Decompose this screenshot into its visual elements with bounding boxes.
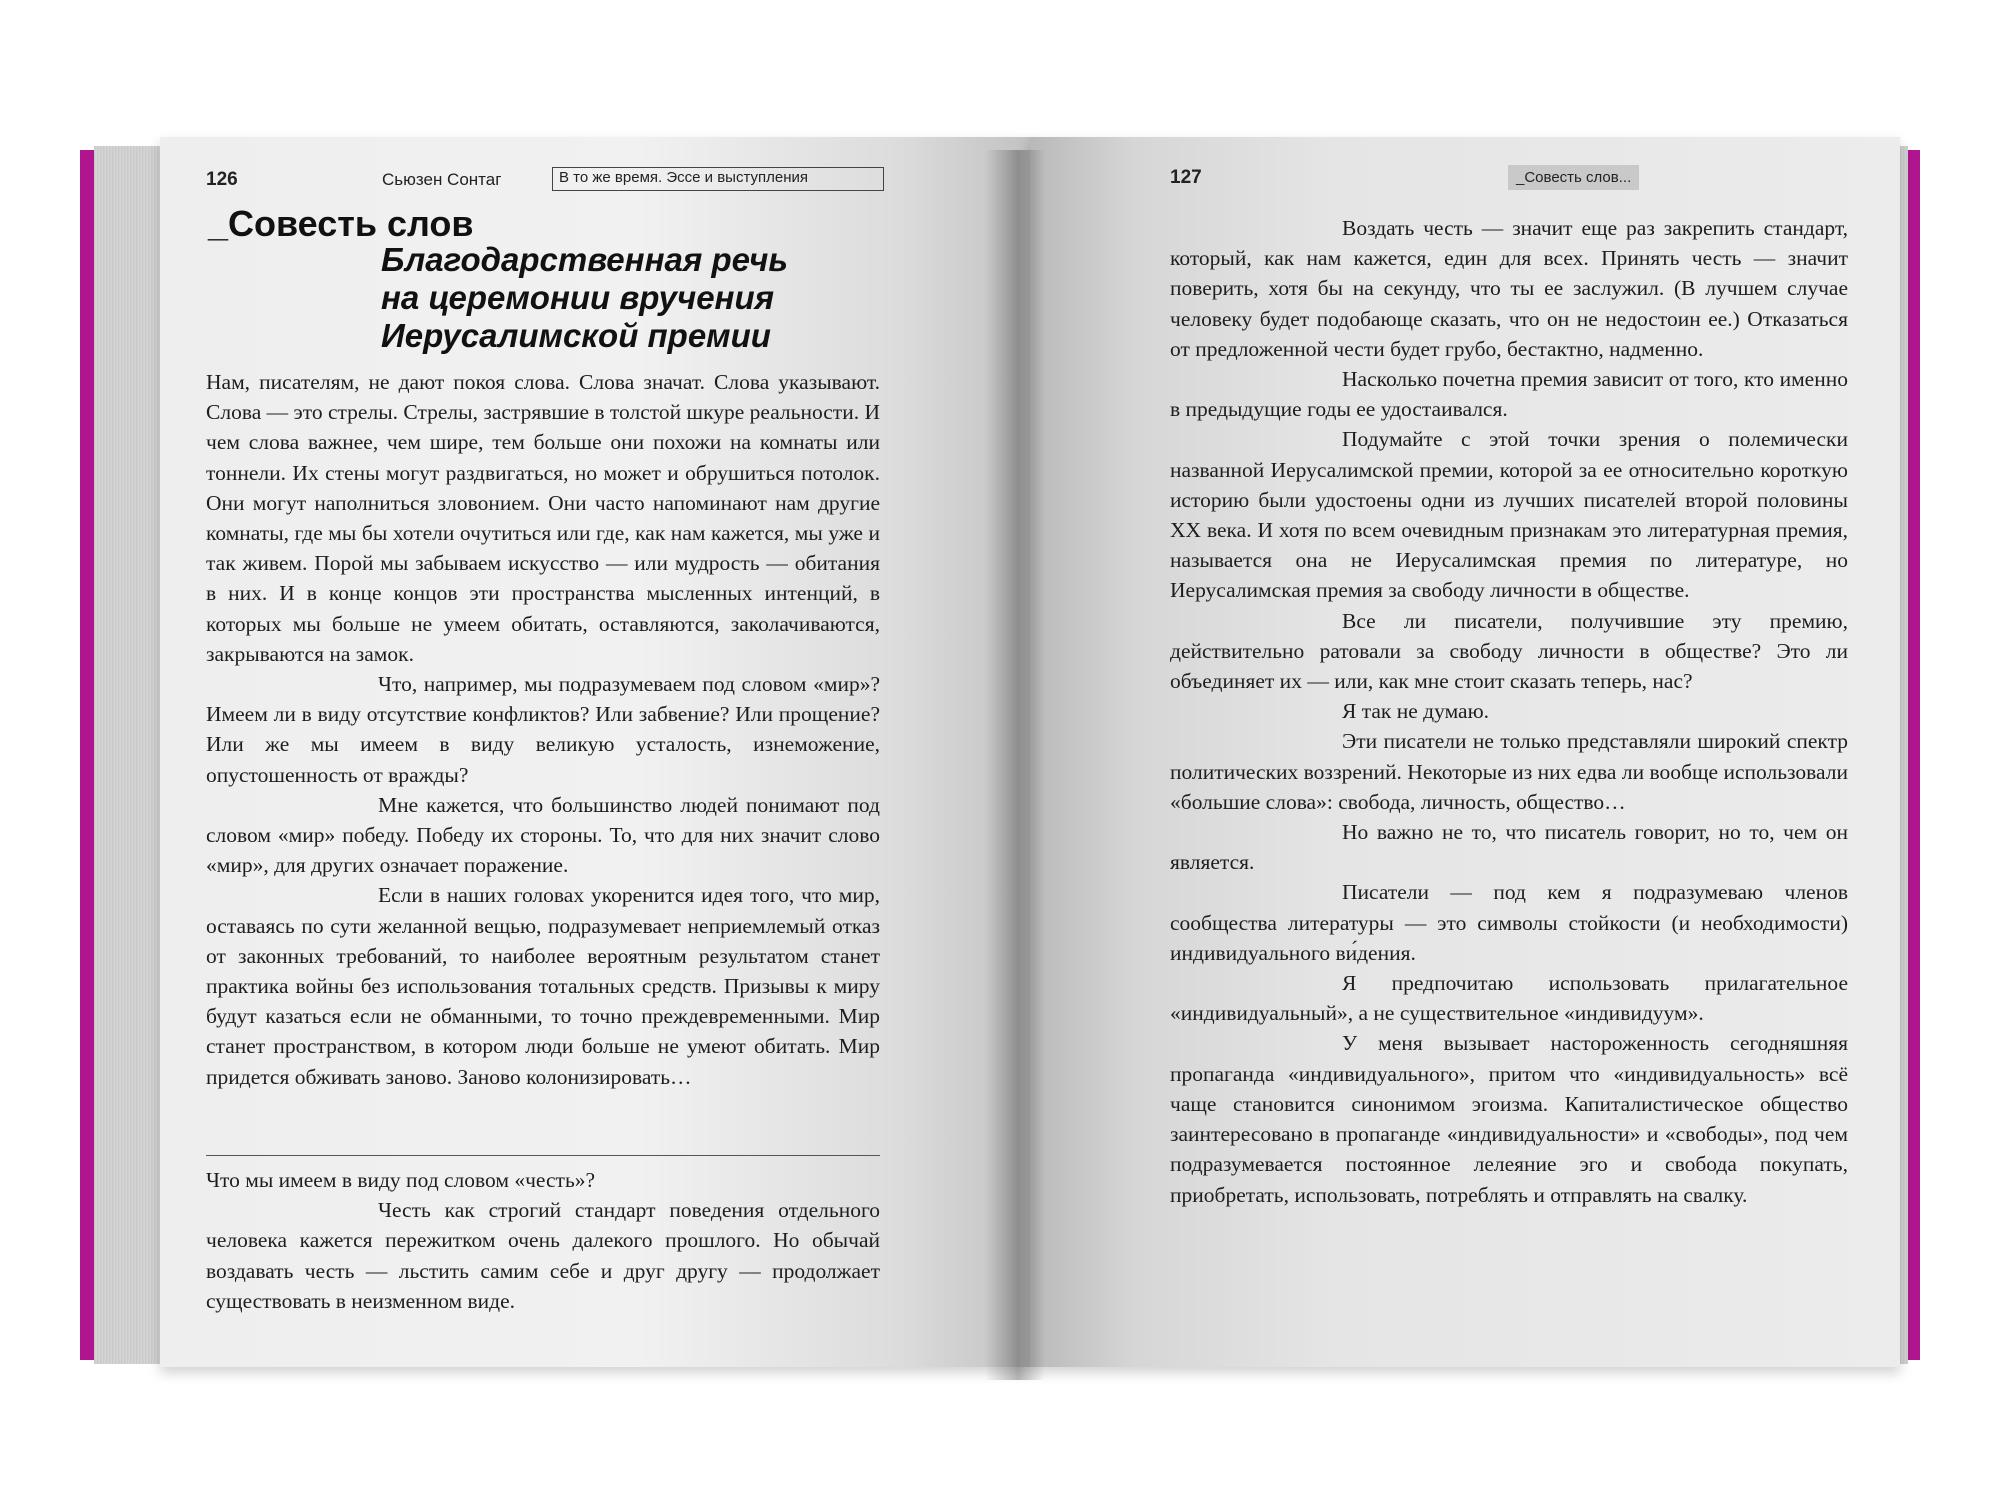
paragraph: Я так не думаю. [1342,699,1490,724]
paragraph: Воздать честь — значит еще раз закрепить стандарт, который, как нам кажется, един для всех. Принять честь — значит поверить, хотя бы на секунду, что ты ее заслужил. (В лучшем случае человеку будет подобающе сказать, что он не недостоин ее.) Отказаться от предложенной чести будет грубо, бестактно, надменно. [1170,216,1848,361]
subtitle-line: Благодарственная речь [381,241,789,278]
spine-shadow [985,150,1045,1380]
right-page [1030,137,1900,1367]
paragraph: У меня вызывает настороженность сегодняшняя пропаганда «индивидуального», притом что «индивидуальность» всё чаще становится синонимом эгоизма. Капиталистическое общество заинтересовано в пропаганде «индивидуальности» и «свободы», под чем подразумевается постоянное лелеяние эго и свобода покупать, приобретать, использовать, потреблять и отправлять на свалку. [1170,1031,1848,1207]
paragraph: Я предпочитаю использовать прилагательное «индивидуальный», а не существительное «индивидуум». [1170,971,1848,1026]
paragraph: Подумайте с этой точки зрения о полемически названной Иерусалимской премии, которой за ее относительно короткую историю были удостоены одни из лучших писателей второй половины XX века. И хотя по всем очевидным признакам это литературная премия, называется она не Иерусалимская премия по литературе, но Иерусалимская премия за свободу личности в обществе. [1170,427,1848,603]
essay-subtitle [381,241,788,355]
right-page-edges [1900,146,1908,1364]
left-page [160,137,1030,1367]
book-title-box: В то же время. Эссе и выступления [552,167,884,191]
paragraph: Честь как строгий стандарт поведения отдельного человека кажется пережитком очень далекого прошлого. Но обычай воздавать честь — льстить самим себе и друг другу — продолжает существовать в неизменном виде. [206,1198,880,1313]
left-page-edges [94,146,160,1364]
author-name: Сьюзен Сонтаг [382,170,502,189]
subtitle-line: Иерусалимской премии [381,317,771,354]
section-question: Что мы имеем в виду под словом «честь»? [206,1168,596,1192]
paragraph: Что, например, мы подразумеваем под словом «мир»? Имеем ли в виду отсутствие конфликтов? Или забвение? Или прощение? Или же мы имеем в виду великую усталость, изнеможение, опустошенность от вражды? [206,672,880,787]
essay-title: _Совесть слов [208,203,474,244]
right-body-text [1170,213,1848,1210]
left-cover-edge [80,150,94,1360]
paragraph: Если в наших головах укоренится идея того, что мир, оставаясь по сути желанной вещью, подразумевает неприемлемый отказ от законных требований, то наиболее вероятным результатом станет практика войны без использования тотальных средств. Призывы к миру будут казаться если не обманными, то точно преждевременными. Мир станет пространством, в котором люди больше не умеют обитать. Мир придется обживать заново. Заново колонизировать… [206,883,880,1089]
left-body-text [206,367,880,1092]
paragraph: Насколько почетна премия зависит от того, кто именно в предыдущие годы ее удостаивался. [1170,367,1848,422]
paragraph: Но важно не то, что писатель говорит, но то, чем он является. [1170,820,1848,875]
section-divider [206,1155,880,1156]
paragraph: Нам, писателям, не дают покоя слова. Слова значат. Слова указывают. Слова — это стрелы. Стрелы, застрявшие в толстой шкуре реальности. И чем слова важнее, чем шире, тем больше они похожи на комнаты или тоннели. Их стены могут раздвигаться, но может и обрушиться потолок. Они могут наполниться зловонием. Они часто напоминают нам другие комнаты, где мы бы хотели очутиться или где, как нам кажется, мы уже и так живем. Порой мы забываем искусство — или мудрость — обитания в них. И в конце концов эти пространства мысленных интенций, в которых мы больше не умеем обитать, оставляются, заколачиваются, закрываются на замок. [206,370,880,666]
paragraph: Писатели — под кем я подразумеваю членов сообщества литературы — это символы стойкости (и необходимости) индивидуального ви́дения. [1170,880,1848,965]
left-section-text [206,1165,880,1316]
page-number: 127 [1170,167,1202,188]
paragraph: Все ли писатели, получившие эту премию, действительно ратовали за свободу личности в обществе? Это ли объединяет их — или, как мне стоит сказать теперь, нас? [1170,608,1848,694]
paragraph: Эти писатели не только представляли широкий спектр политических воззрений. Некоторые из них едва ли вообще использовали «большие слова»: свобода, личность, общество… [1170,729,1848,814]
page-number: 126 [206,169,238,190]
paragraph: Мне кажется, что большинство людей понимают под словом «мир» победу. Победу их стороны. То, что для них значит слово «мир», для других означает поражение. [206,792,880,878]
running-head: _Совесть слов... [1508,165,1639,190]
subtitle-line: на церемонии вручения [381,279,775,316]
right-cover-edge [1906,150,1920,1360]
